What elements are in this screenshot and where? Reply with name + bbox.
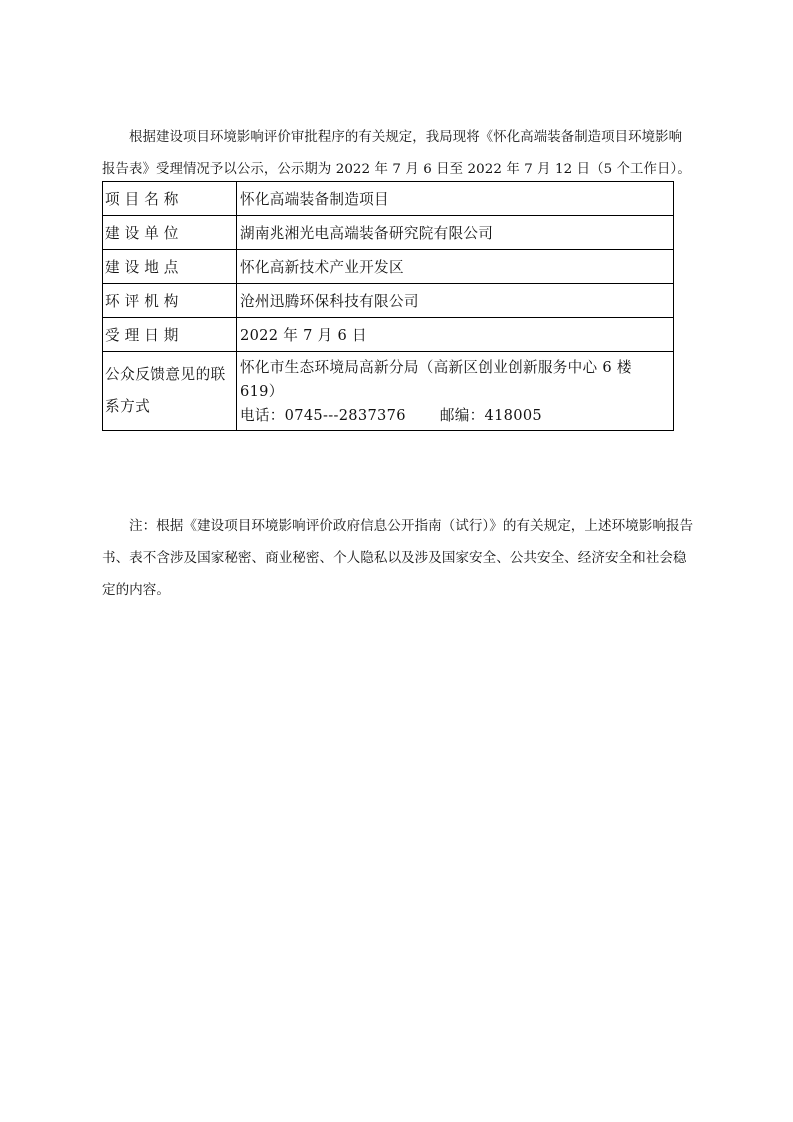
intro-paragraph: 根据建设项目环境影响评价审批程序的有关规定，我局现将《怀化高端装备制造项目环境影响报告表》受理情况予以公示，公示期为 2022 年 7 月 6 日至 2022 年 7 月 12 日（5 个工作日）。 [102, 130, 691, 177]
table-row-project-name [103, 182, 674, 216]
value-contact [237, 352, 674, 431]
table-row-builder [103, 216, 674, 250]
label-builder: 建设单位 [103, 216, 237, 250]
value-acceptance-date: 2022 年 7 月 6 日 [237, 318, 674, 352]
table-row-location [103, 250, 674, 284]
label-contact: 公众反馈意见的联系方式 [103, 352, 237, 431]
label-eia-agency: 环评机构 [103, 284, 237, 318]
contact-postcode: 邮编：418005 [439, 407, 543, 424]
table-row-eia-agency [103, 284, 674, 318]
value-builder: 湖南兆湘光电高端装备研究院有限公司 [237, 216, 674, 250]
note-paragraph: 注：根据《建设项目环境影响评价政府信息公开指南（试行）》的有关规定，上述环境影响报告书、表不含涉及国家秘密、商业秘密、个人隐私以及涉及国家安全、公共安全、经济安全和社会稳定的内容。 [102, 518, 694, 598]
value-location: 怀化高新技术产业开发区 [237, 250, 674, 284]
contact-phone-line [240, 404, 673, 428]
value-project-name: 怀化高端装备制造项目 [237, 182, 674, 216]
label-location: 建设地点 [103, 250, 237, 284]
table-row-contact [103, 352, 674, 431]
contact-address: 怀化市生态环境局高新分局（高新区创业创新服务中心 6 楼 619） [240, 359, 632, 400]
label-acceptance-date: 受理日期 [103, 318, 237, 352]
project-info-table [102, 181, 674, 431]
value-eia-agency: 沧州迅腾环保科技有限公司 [237, 284, 674, 318]
contact-phone: 电话：0745---2837376 [240, 407, 406, 424]
table-row-acceptance-date [103, 318, 674, 352]
label-project-name: 项目名称 [103, 182, 237, 216]
